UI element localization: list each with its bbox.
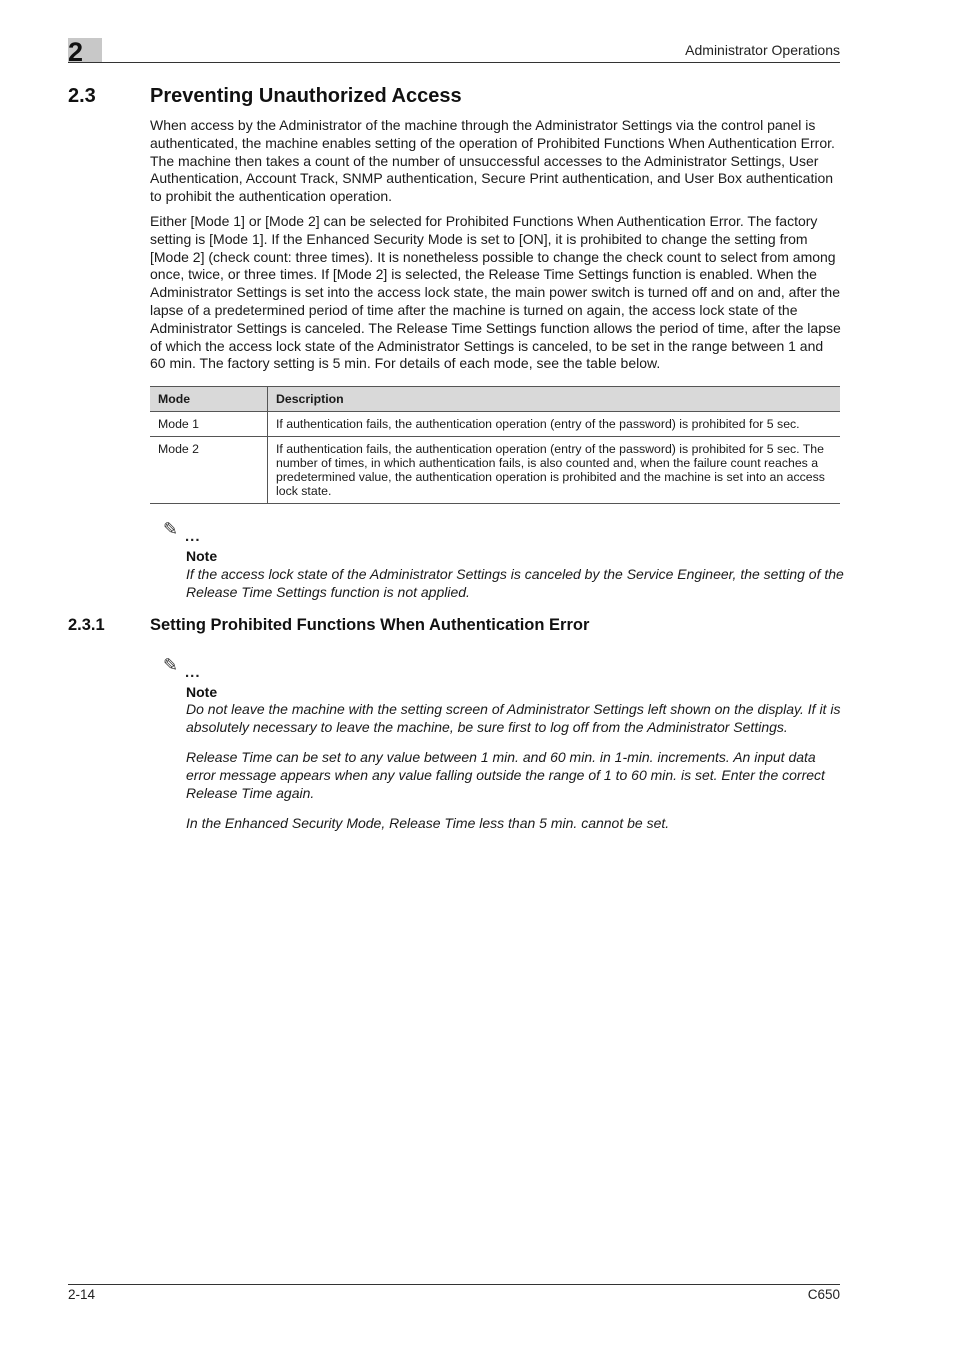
section-title: Preventing Unauthorized Access: [150, 85, 462, 107]
note-text: Release Time can be set to any value between 1 min. and 60 min. in 1-min. increments. An input data error message appears when any value falling outside the range of 1 to 60 min. is set. Enter the correct Release Time again.: [186, 749, 825, 801]
table-header-row: [150, 387, 840, 412]
column-header-mode: Mode: [150, 387, 268, 412]
description-cell: If authentication fails, the authentication operation (entry of the password) is prohibited for 5 sec.: [268, 412, 841, 437]
note-label: Note: [186, 684, 218, 700]
table-row: [150, 437, 840, 504]
note-text: Do not leave the machine with the setting screen of Administrator Settings left shown on the display. If it is absolutely necessary to leave the machine, be sure first to log off from the Administrator Settings.: [186, 701, 841, 735]
note-ellipsis: ...: [185, 664, 201, 681]
note-ellipsis: ...: [185, 528, 201, 545]
running-header-title: Administrator Operations: [685, 42, 840, 58]
header-divider: [68, 62, 840, 63]
note-text: If the access lock state of the Administrator Settings is canceled by the Service Engineer, the setting of the Release Time Settings function is not applied.: [186, 566, 844, 600]
subsection-title: Setting Prohibited Functions When Authentication Error: [150, 616, 590, 634]
note-label: Note: [186, 548, 218, 564]
description-cell: If authentication fails, the authentication operation (entry of the password) is prohibited for 5 sec. The number of times, in which authentication fails, is also counted and, when the failure count reaches a predetermined value, the authentication operation is prohibited and the machine is set into an access lock state.: [268, 437, 841, 504]
pencil-icon: ✎: [163, 519, 179, 539]
section-number: 2.3: [68, 85, 96, 107]
model-name: C650: [807, 1287, 840, 1302]
chapter-number: 2: [68, 37, 84, 67]
footer-divider: [68, 1284, 840, 1285]
subsection-number: 2.3.1: [68, 616, 105, 634]
note-text: In the Enhanced Security Mode, Release Time less than 5 min. cannot be set.: [186, 815, 670, 831]
column-header-description: Description: [268, 387, 841, 412]
intro-paragraph: When access by the Administrator of the machine through the Administrator Settings via the control panel is authenticated, the machine enables setting of the operation of Prohibited Functions When Authentication Error. The machine then takes a count of the number of unsuccessful accesses to the Administrator Settings, User Authentication, Account Track, SNMP authentication, Secure Print authentication, and User Box authentication to prohibit the authentication operation.: [150, 117, 835, 205]
mode-cell: Mode 1: [150, 412, 268, 437]
mode-paragraph: Either [Mode 1] or [Mode 2] can be selected for Prohibited Functions When Authentication Error. The factory setting is [Mode 1]. If the Enhanced Security Mode is set to [ON], it is prohibited to change the setting from [Mode 2] (check count: three times). It is nonetheless possible to change the check count to select from among once, twice, or three times. If [Mode 2] is selected, the Release Time Settings function is enabled. When the Administrator Settings is set into the access lock state, the main power switch is turned off and on and, after the lapse of a predetermined period of time after the machine is turned on again, the access lock state of the Administrator Settings is canceled. The Release Time Settings function allows the period of time, after the lapse of which the access lock state of the Administrator Settings is canceled, to be set in the range between 1 and 60 min. The factory setting is 5 min. For details of each mode, see the table below.: [150, 213, 841, 372]
mode-cell: Mode 2: [150, 437, 268, 504]
table-row: [150, 412, 840, 437]
mode-table: [150, 386, 840, 504]
pencil-icon: ✎: [163, 655, 179, 675]
page-number: 2-14: [68, 1287, 96, 1302]
